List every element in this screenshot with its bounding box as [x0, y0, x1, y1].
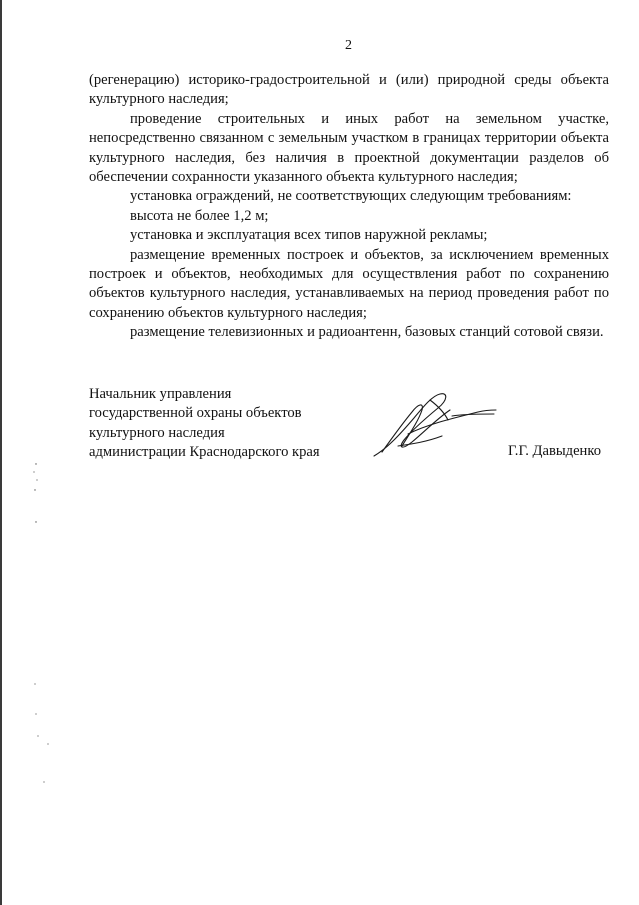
paragraph-2: проведение строительных и иных работ на земельном участке, непосредственно связанном с земельным участком в границах территории объекта культурного наследия, без наличия в проектной документации разделов об обеспечении сохранности указанного объекта культурного наследия; — [89, 110, 609, 186]
paragraph-4: высота не более 1,2 м; — [130, 207, 269, 224]
paragraph-5: установка и эксплуатация всех типов наружной рекламы; — [130, 227, 488, 244]
signatory-title-line-2: государственной охраны объектов — [89, 405, 302, 422]
scan-noise-specks — [30, 460, 60, 790]
signatory-title-line-4: администрации Краснодарского края — [89, 444, 320, 461]
handwritten-signature — [368, 388, 498, 460]
document-body — [89, 71, 609, 343]
page-number: 2 — [345, 38, 352, 53]
scan-edge-line — [0, 0, 2, 905]
signatory-title-line-1: Начальник управления — [89, 386, 232, 402]
signatory-title-line-3: культурного наследия — [89, 424, 225, 441]
paragraph-1: (регенерацию) историко-градостроительной и (или) природной среды объекта культурного наследия; — [89, 72, 609, 108]
paragraph-6: размещение временных построек и объектов, за исключением временных построек и объектов, необходимых для осуществления работ по сохранению объектов культурного наследия, устанавливаемых на период проведения работ по сохранению объектов культурного наследия; — [89, 246, 609, 321]
paragraph-3: установка ограждений, не соответствующих следующим требованиям: — [130, 188, 572, 205]
signer-name: Г.Г. Давыденко — [508, 443, 602, 459]
paragraph-7: размещение телевизионных и радиоантенн, базовых станций сотовой связи. — [130, 324, 604, 341]
signatory-title-block — [89, 385, 389, 463]
